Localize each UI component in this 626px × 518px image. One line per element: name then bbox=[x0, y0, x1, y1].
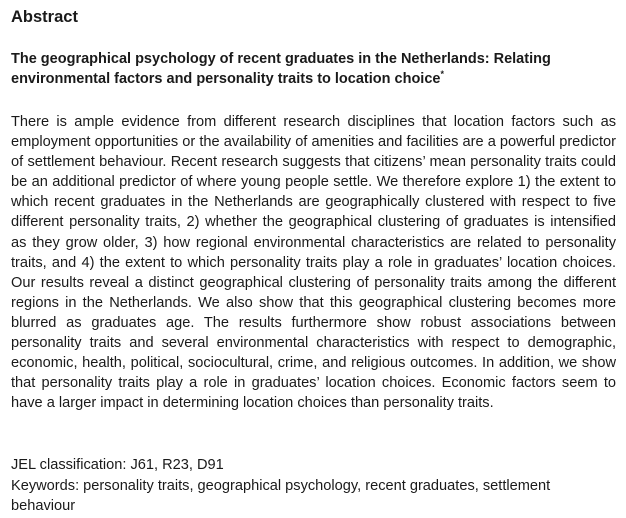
keywords: Keywords: personality traits, geographical psychology, recent graduates, settlement behaviour bbox=[11, 477, 551, 514]
section-heading: Abstract bbox=[11, 8, 78, 26]
classification-block bbox=[11, 455, 616, 517]
jel-classification: JEL classification: J61, R23, D91 bbox=[11, 457, 224, 473]
abstract-text: There is ample evidence from different research disciplines that location factors such as employment opportunities or the availability of amenities and facilities are a powerful predictor of settlement behaviour. Recent research suggests that citizens’ mean personality traits could be an additional predictor of where young people settle. We therefore explore 1) the extent to which recent graduates in the Netherlands are geographically clustered with respect to five different personality traits, 2) whether the geographical clustering of graduates is intensified as they grow older, 3) how regional environmental characteristics are related to personality traits, and 4) the extent to which personality traits play a role in graduates’ location choices. Our results reveal a distinct geographical clustering of personality traits among the different regions in the Netherlands. We also show that this geographical clustering becomes more blurred as graduates age. The results furthermore show robust associations between personality traits and several environmental characteristics with respect to demographic, economic, health, political, sociocultural, crime, and religious outcomes. In addition, we show that personality traits play a role in graduates’ location choices. Economic factors seem to have a larger impact in determining location choices than personality traits. bbox=[11, 114, 616, 412]
paper-title bbox=[11, 49, 611, 89]
title-footnote-marker: * bbox=[440, 69, 444, 80]
paper-title-text: The geographical psychology of recent graduates in the Netherlands: Relating environmental factors and personality traits to location choice bbox=[11, 51, 551, 87]
